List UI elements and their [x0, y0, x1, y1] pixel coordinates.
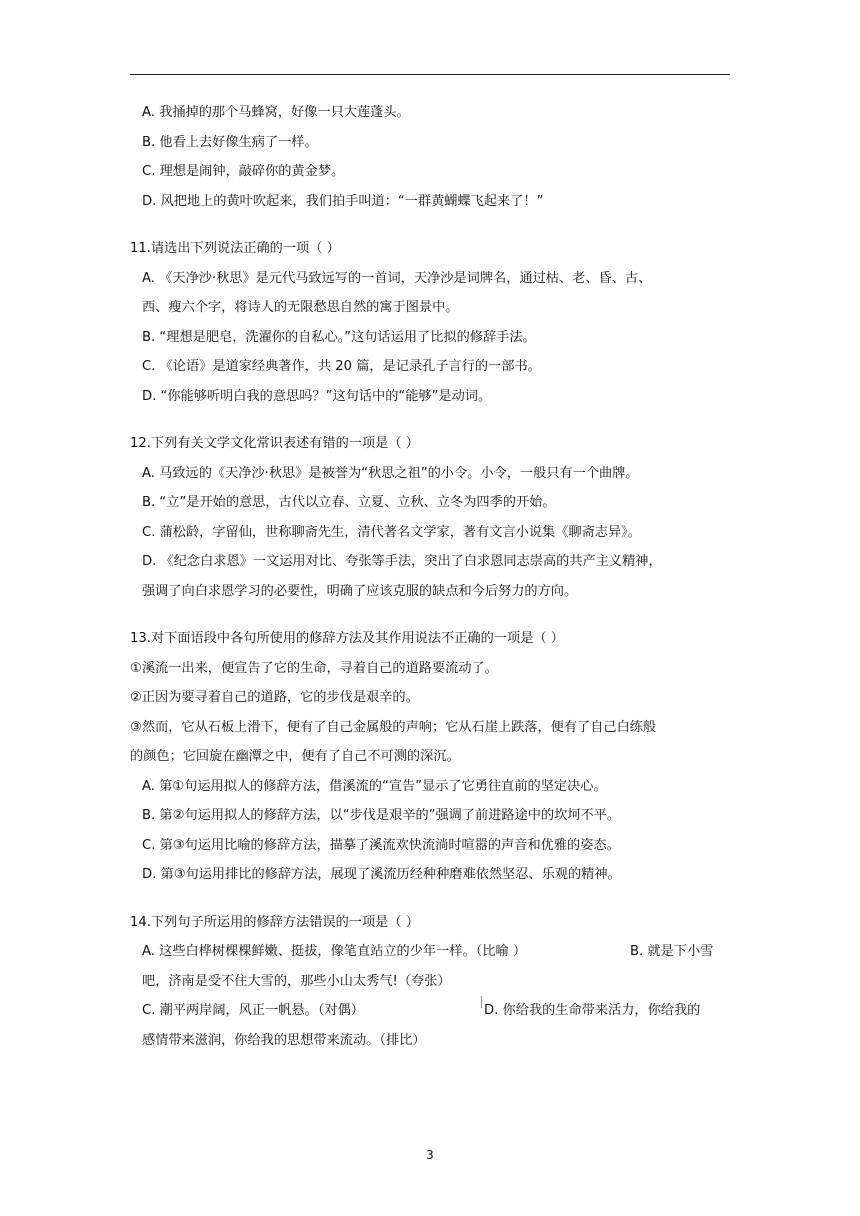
- option-c: C. 潮平两岸阔，风正一帆悬。（对偶）: [142, 1003, 364, 1018]
- option-b-cont: 吧，济南是受不住大雪的，那些小山太秀气!（夸张）: [142, 973, 451, 989]
- passage-sentence-3: ③然而，它从石板上滑下，便有了自己金属般的声响；它从石崖上跌落，便有了自己白练般: [130, 719, 657, 735]
- option-b: B. “立”是开始的意思，古代以立春、立夏、立秋、立冬为四季的开始。: [142, 495, 556, 510]
- option-a: A. 《天净沙·秋思》是元代马致远写的一首词，天净沙是词牌名，通过枯、老、昏、古、: [142, 270, 652, 286]
- passage-sentence-2: ②正因为要寻着自己的道路，它的步伐是艰辛的。: [130, 690, 419, 705]
- option-d-cont: 强调了向白求恩学习的必要性，明确了应该克服的缺点和今后努力的方向。: [142, 583, 578, 599]
- option-b: B. “理想是肥皂，洗濯你的自私心。”这句话运用了比拟的修辞手法。: [142, 329, 536, 345]
- header-rule: [130, 74, 730, 75]
- passage-sentence-1: ①溪流一出来，便宣告了它的生命，寻着自己的道路要流动了。: [130, 660, 498, 676]
- passage-sentence-3-cont: 的颜色；它回旋在幽潭之中，便有了自己不可测的深沉。: [130, 749, 460, 764]
- question-12: [130, 429, 740, 606]
- page-number: 3: [426, 1148, 434, 1162]
- question-14: [130, 908, 740, 1056]
- options-row-2: [130, 996, 740, 1026]
- option-c: C. 《论语》是道家经典著作，共 20 篇，是记录孔子言行的一部书。: [142, 359, 541, 374]
- option-c: C. 蒲松龄，字留仙，世称聊斋先生，清代著名文学家，著有文言小说集《聊斋志异》。: [142, 524, 641, 540]
- option-d: D. 你给我的生命带来活力，你给我的: [484, 1003, 701, 1018]
- question-title: 14.下列句子所运用的修辞方法错误的一项是（ ）: [130, 914, 419, 930]
- option-b: B. 就是下小雪: [630, 944, 714, 959]
- option-d: D. “你能够听明白我的意思吗？”这句话中的“能够”是动词。: [142, 388, 492, 404]
- page-content: [130, 98, 740, 1055]
- option-a: A. 马致远的《天净沙·秋思》是被誉为“秋思之祖”的小令。小令，一般只有一个曲牌。: [142, 465, 639, 481]
- option-d-cont: 感情带来滋润，你给我的思想带来流动。（排比）: [142, 1032, 426, 1048]
- option-a: A. 第①句运用拟人的修辞方法，借溪流的“宣告”显示了它勇往直前的坚定决心。: [142, 778, 607, 794]
- option-a: A. 我捅掉的那个马蜂窝，好像一只大莲蓬头。: [142, 105, 410, 120]
- option-d: D. 第③句运用排比的修辞方法，展现了溪流历经种种磨难依然坚忍、乐观的精神。: [142, 867, 621, 882]
- option-c: C. 理想是闹钟，敲碎你的黄金梦。: [142, 164, 345, 179]
- text-cursor-icon: [481, 996, 482, 1008]
- question-title: 11.请选出下列说法正确的一项（ ）: [130, 241, 340, 256]
- question-title: 13.对下面语段中各句所使用的修辞方法及其作用说法不正确的一项是（ ）: [130, 631, 564, 646]
- option-a-cont: 西、瘦六个字，将诗人的无限愁思自然的寓于图景中。: [142, 300, 459, 315]
- option-b: B. 他看上去好像生病了一样。: [142, 134, 318, 150]
- option-d: D. 风把地上的黄叶吹起来，我们拍手叫道：“一群黄蝴蝶飞起来了！”: [142, 193, 544, 209]
- question-13: [130, 624, 740, 890]
- option-a: A. 这些白桦树棵棵鲜嫩、挺拔，像笔直站立的少年一样。（比喻 ）: [142, 944, 527, 959]
- question-10-options: [130, 98, 740, 216]
- question-11: [130, 234, 740, 411]
- question-title: 12.下列有关文学文化常识表述有错的一项是（ ）: [130, 436, 419, 451]
- option-b: B. 第②句运用拟人的修辞方法，以“步伐是艰辛的”强调了前进路途中的坎坷不平。: [142, 808, 621, 823]
- option-c: C. 第③句运用比喻的修辞方法，描摹了溪流欢快流淌时喧嚣的声音和优雅的姿态。: [142, 837, 620, 853]
- option-d: D. 《纪念白求恩》一文运用对比、夸张等手法，突出了白求恩同志崇高的共产主义精神，: [142, 554, 662, 569]
- options-row-1: [130, 937, 740, 967]
